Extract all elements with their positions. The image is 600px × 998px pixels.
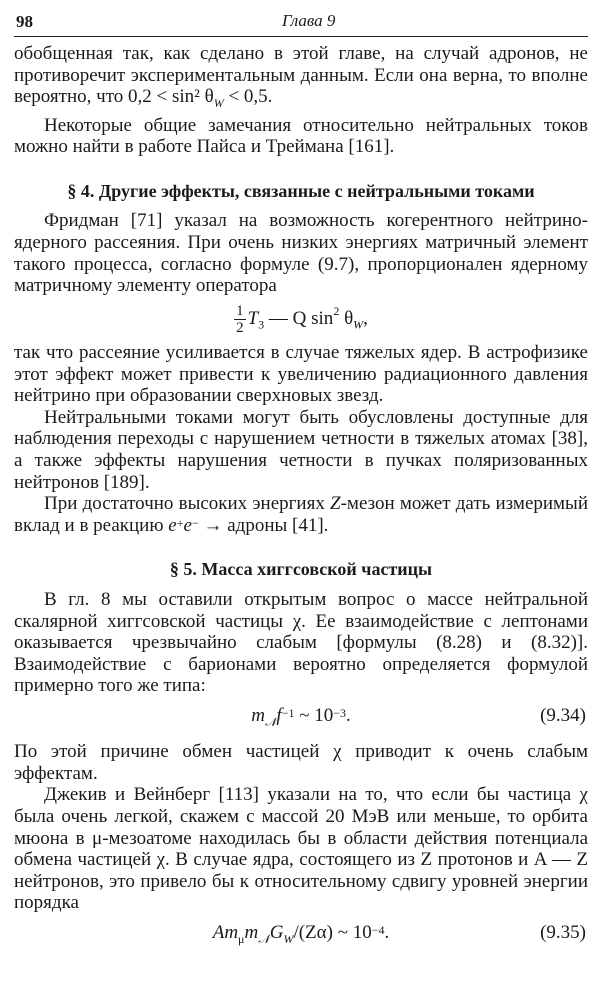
paragraph: Некоторые общие замечания относительно нейтральных токов можно найти в работе Пайса и Треймана [161]. <box>14 114 588 158</box>
formula: $\frac{1}{2}$ $T_3$ — Q $\sin^2 \theta_W$, <box>236 302 368 336</box>
equation-number: (9.35) <box>540 922 586 944</box>
section-heading: § 5. Масса хиггсовской частицы <box>169 559 433 580</box>
paragraph: При достаточно высоких энергиях Z-мезон может дать измеримый вклад и в реакцию e+e− → адроны [41]. <box>14 493 588 536</box>
paragraph: так что рассеяние усиливается в случае тяжелых ядер. В астрофизике этот эффект может привести к увеличению радиационного давления нейтрино при образовании сверхновых звезд. <box>14 341 588 407</box>
paragraph: Нейтральными токами могут быть обусловлены доступные для наблюдения переходы с нарушением четности в тяжелых атомах [38], а также эффекты нарушения четности в пучках поляризованных нейтронов [189]. <box>14 406 588 493</box>
paragraph: обобщенная так, как сделано в этой главе, на случай адронов, не противоречит экспериментальным данным. Если она верна, то вполне вероятно, что 0,2 < sin² $\theta_W < 0,5$. <box>14 43 588 110</box>
equation-9-34: $m_𝒩f^{-1}$ ~ $10^{-3}$. (9.34) <box>251 704 586 729</box>
paragraph: Джекив и Вейнберг [113] указали на то, что если бы частица χ была очень легкой, скажем с массой 20 МэВ или меньше, то орбита мюона в μ-мезоатоме находилась бы в области действия потенциала обмена частицей χ. В случае ядра, состоящего из Z протонов и A — Z нейтронов, это привело бы к относительному сдвигу уровней энергии порядка <box>14 784 588 914</box>
section-heading: § 4. Другие эффекты, связанные с нейтральными токами <box>67 180 535 201</box>
fraction: $\frac{1}{2}$ <box>236 302 244 336</box>
page-header <box>14 10 588 37</box>
paragraph: В гл. 8 мы оставили открытым вопрос о массе нейтральной скалярной хиггсовской частицы χ. Ее взаимодействие с лептонами оказывается чрезвычайно слабым [формулы (8.28) и (8.32)]. Взаимодействие с барионами вероятно определяется формулой примерно того же типа: <box>14 588 588 697</box>
page-number: 98 <box>16 12 33 31</box>
book-page <box>14 10 588 958</box>
paragraph: Фридман [71] указал на возможность когерентного нейтрино-ядерного рассеяния. При очень низких энергиях матричный элемент такого процесса, согласно формуле (9.7), пропорционален ядерному матричному элементу оператора <box>14 210 588 297</box>
equation-9-35: $Am_\mu m_𝒩G_W/(Z\alpha)$ ~ $10^{-4}$. (9.35) <box>212 922 586 946</box>
paragraph: По этой причине обмен частицей χ приводит к очень слабым эффектам. <box>14 741 588 784</box>
page-body <box>14 43 588 950</box>
running-title: Глава 9 <box>282 11 336 30</box>
equation-number: (9.34) <box>540 704 586 726</box>
